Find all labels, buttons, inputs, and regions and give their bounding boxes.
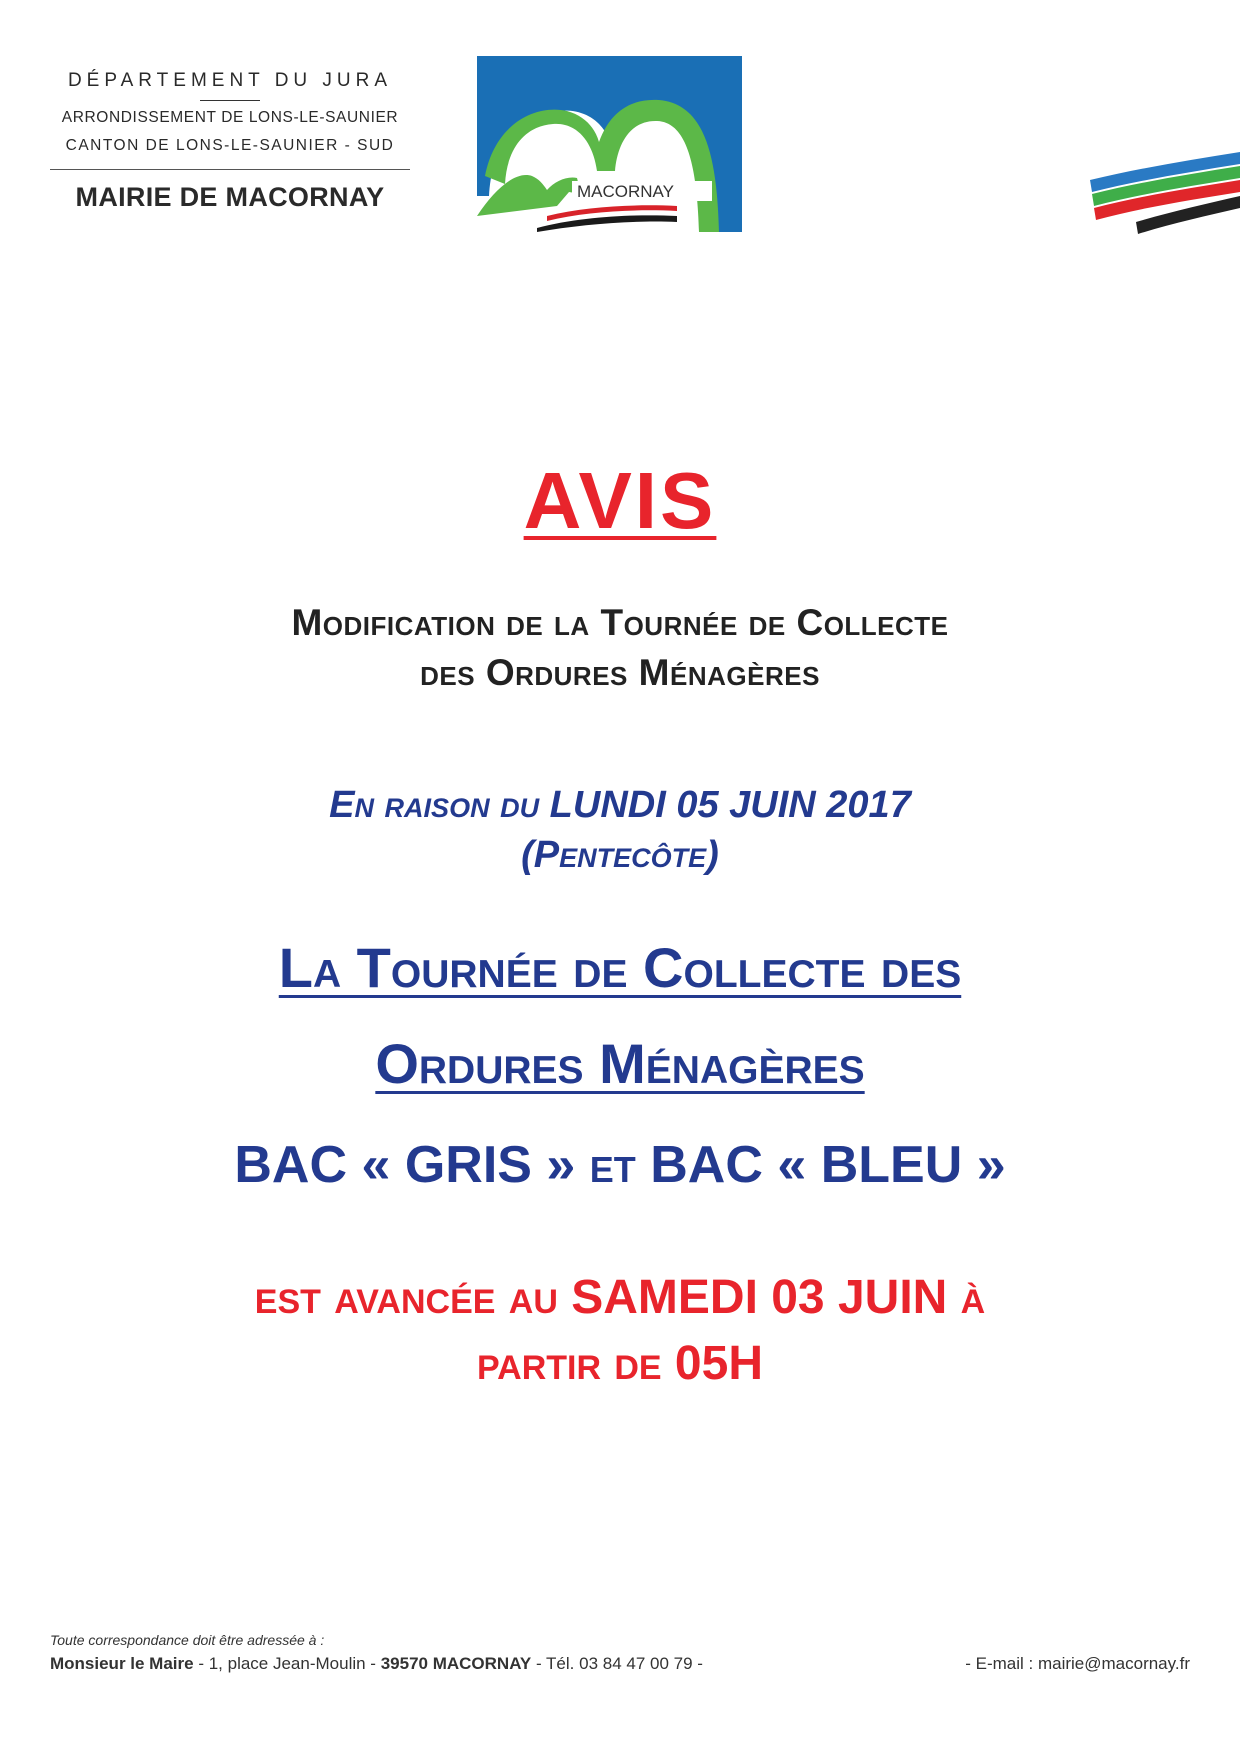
heading-line-2: Ordures Ménagères — [375, 1032, 865, 1095]
reason-line-1: En raison du LUNDI 05 JUIN 2017 — [329, 784, 911, 826]
decorative-stripes — [1090, 150, 1240, 240]
reason-line-2: (Pentecôte) — [521, 834, 719, 876]
avis-text: AVIS — [523, 456, 717, 545]
notice-subtitle — [0, 598, 1240, 698]
notice-reason — [0, 780, 1240, 880]
macornay-logo — [477, 56, 742, 232]
footer-email: - E-mail : mairie@macornay.fr — [965, 1654, 1190, 1673]
footer-contact — [50, 1654, 1190, 1674]
arrondissement-label: ARRONDISSEMENT DE LONS-LE-SAUNIER — [61, 109, 399, 126]
mairie-title: MAIRIE DE MACORNAY — [75, 182, 385, 212]
logo-text: MACORNAY — [577, 182, 674, 201]
canton-label: CANTON DE LONS-LE-SAUNIER - SUD — [65, 137, 395, 154]
date-line-1: est avancée au SAMEDI 03 JUIN à — [254, 1271, 986, 1324]
departement-label: DÉPARTEMENT DU JURA — [67, 70, 393, 91]
divider — [50, 169, 410, 170]
letterhead — [50, 70, 410, 213]
footer-address — [50, 1654, 703, 1674]
date-line-2: partir de 05H — [477, 1337, 763, 1390]
divider — [200, 100, 260, 101]
footer — [50, 1632, 1190, 1674]
notice-heading — [0, 920, 1240, 1112]
notice-date — [0, 1265, 1240, 1397]
notice-title — [0, 455, 1240, 547]
bins-line: BAC « GRIS » et BAC « BLEU » — [234, 1136, 1006, 1194]
subtitle-line-1: Modification de la Tournée de Collecte — [291, 602, 949, 643]
footer-note: Toute correspondance doit être adressée à : — [50, 1632, 325, 1648]
footer-monsieur: Monsieur le Maire — [50, 1654, 194, 1673]
heading-line-1: La Tournée de Collecte des — [278, 936, 962, 999]
footer-postal: 39570 MACORNAY — [380, 1654, 532, 1673]
footer-phone: - Tél. 03 84 47 00 79 - — [531, 1654, 703, 1673]
footer-street: - 1, place Jean-Moulin - — [193, 1654, 381, 1673]
subtitle-line-2: des Ordures Ménagères — [420, 652, 820, 693]
